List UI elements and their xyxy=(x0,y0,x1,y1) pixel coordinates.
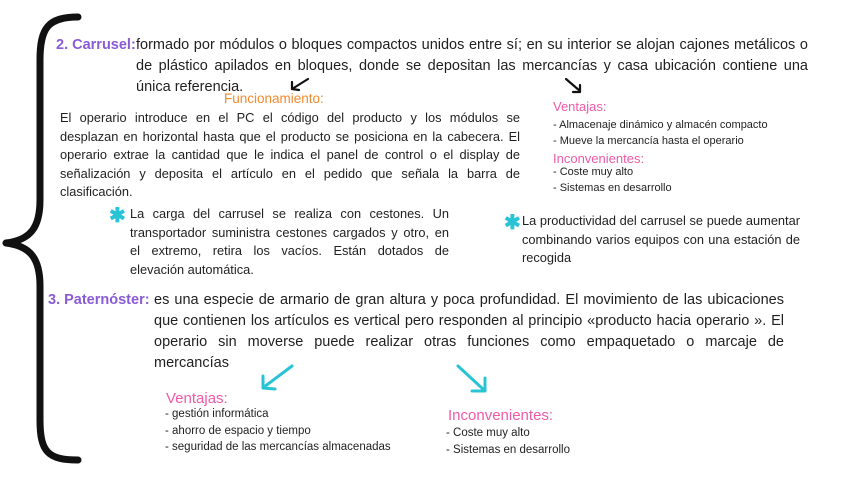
list-item: - gestión informática xyxy=(165,408,269,420)
list-item: - Coste muy alto xyxy=(553,166,634,178)
curly-brace-icon xyxy=(0,0,90,477)
asterisk-icon: ✱ xyxy=(504,212,521,234)
carrusel-inconvenientes-title: Inconvenientes: xyxy=(553,151,645,166)
paternoster-inconvenientes-list xyxy=(446,425,570,458)
funcionamiento-title: Funcionamiento: xyxy=(224,91,324,106)
funcionamiento-text: El operario introduce en el PC el código del producto y los módulos se desplazan en horizontal hasta que el producto se posiciona en la cabecera. El operario extrae la cantidad que le indica el panel de control o el display de señalización y deposita el artículo en el pedido que señala la barra de clasificación. xyxy=(60,110,520,199)
paternoster-definition: es una especie de armario de gran altura y poca profundidad. El movimiento de las ubicaciones que contienen los artículos es vertical pero responden al principio «producto hacia operario ». El operario sin moverse puede realizar otras funciones como empaquetado o marcaje de mercancías xyxy=(154,292,784,371)
list-item: - seguridad de las mercancías almacenadas xyxy=(165,441,391,453)
list-item: - Sistemas en desarrollo xyxy=(446,443,570,456)
carrusel-ventajas-list xyxy=(553,118,768,149)
arrow-down-right-icon xyxy=(562,76,588,98)
list-item: - ahorro de espacio y tiempo xyxy=(165,424,311,437)
carrusel-definition: formado por módulos o bloques compactos unidos entre sí; en su interior se alojan cajones metálicos o de plástico apilados en bloques, donde se depositan las mercancías y casa ubicación contiene una única referencia. xyxy=(136,37,808,95)
paternoster-ventajas-list xyxy=(165,406,391,456)
note-productividad: La productividad del carrusel se puede aumentar combinando varios equipos con una estación de recogida xyxy=(522,213,800,265)
carrusel-heading: 2. Carrusel: xyxy=(56,37,136,53)
list-item: - Almacenaje dinámico y almacén compacto xyxy=(553,119,768,131)
asterisk-icon: ✱ xyxy=(109,205,126,227)
paternoster-inconvenientes-title: Inconvenientes: xyxy=(448,407,554,424)
carrusel-inconvenientes-list xyxy=(553,165,672,196)
list-item: - Sistemas en desarrollo xyxy=(553,181,672,194)
paternoster-heading: 3. Paternóster: xyxy=(48,292,150,308)
teal-arrow-down-right-icon xyxy=(454,362,494,396)
list-item: - Coste muy alto xyxy=(446,427,530,439)
note-carga: La carga del carrusel se realiza con cestones. Un transportador suministra cestones cargados y otro, en el extremo, retira los vacíos. Están dotados de elevación automática. xyxy=(130,206,449,277)
teal-arrow-down-left-icon xyxy=(254,362,298,394)
carrusel-ventajas-title: Ventajas: xyxy=(553,99,607,114)
list-item: - Mueve la mercancía hasta el operario xyxy=(553,134,744,147)
paternoster-ventajas-title: Ventajas: xyxy=(166,390,228,407)
